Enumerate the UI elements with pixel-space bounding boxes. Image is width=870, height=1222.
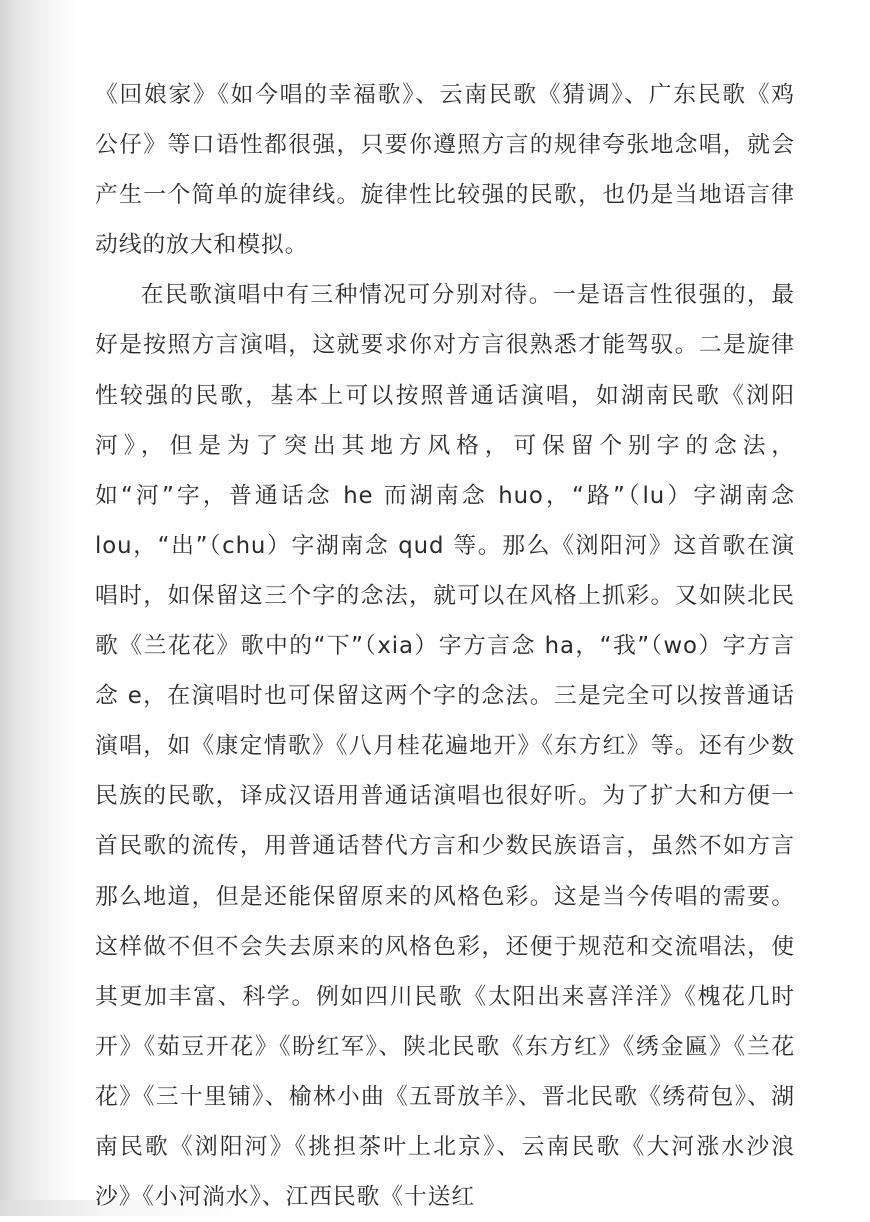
page-binding-shadow (0, 0, 78, 1216)
paragraph-dialect-singing: 在民歌演唱中有三种情况可分别对待。一是语言性很强的，最好是按照方言演唱，这就要求你对方言很熟悉才能驾驭。二是旋律性较强的民歌，基本上可以按照普通话演唱，如湖南民歌《浏阳河》，但是为了突出其地方风格，可保留个别字的念法，如“河”字，普通话念 he 而湖南念 huo，“路”（lu）字湖南念 lou，“出”（chu）字湖南念 qud 等。那么《浏阳河》这首歌在演唱时，如保留这三个字的念法，就可以在风格上抓彩。又如陕北民歌《兰花花》歌中的“下”（xia）字方言念 ha，“我”（wo）字方言念 e，在演唱时也可保留这两个字的念法。三是完全可以按普通话演唱，如《康定情歌》《八月桂花遍地开》《东方红》等。还有少数民族的民歌，译成汉语用普通话演唱也很好听。为了扩大和方便一首民歌的流传，用普通话替代方言和少数民族语言，虽然不如方言那么地道，但是还能保留原来的风格色彩。这是当今传唱的需要。这样做不但不会失去原来的风格色彩，还便于规范和交流唱法，使其更加丰富、科学。例如四川民歌《太阳出来喜洋洋》《槐花几时开》《茹豆开花》《盼红军》、陕北民歌《东方红》《绣金匾》《兰花花》《三十里铺》、榆林小曲《五哥放羊》、晋北民歌《绣荷包》、湖南民歌《浏阳河》《挑担茶叶上北京》、云南民歌《大河涨水沙浪沙》《小河淌水》、江西民歌《十送红 (95, 282, 795, 1211)
body-text (95, 70, 795, 1222)
paragraph-continued: 《回娘家》《如今唱的幸福歌》、云南民歌《猜调》、广东民歌《鸡公仔》等口语性都很强，只要你遵照方言的规律夸张地念唱，就会产生一个简单的旋律线。旋律性比较强的民歌，也仍是当地语言律动线的放大和模拟。 (95, 82, 795, 259)
